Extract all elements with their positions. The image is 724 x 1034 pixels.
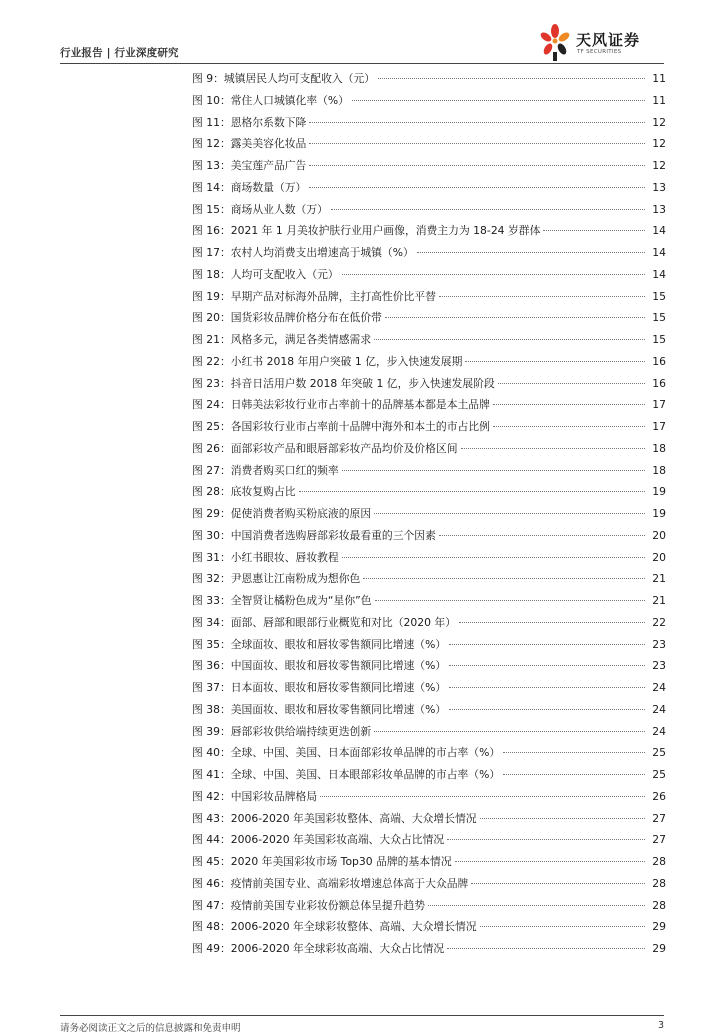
toc-leader-dots [342,557,645,558]
toc-entry-page: 12 [652,159,666,172]
toc-entry[interactable] [192,112,666,134]
toc-entry-title: 图 13：美宝莲产品广告 [192,159,307,172]
toc-entry-title: 图 39：唇部彩妆供给端持续更迭创新 [192,724,372,738]
toc-entry-page: 27 [652,833,666,847]
toc-entry[interactable] [192,242,666,264]
toc-leader-dots [449,665,645,666]
header-divider [60,63,664,64]
toc-entry-title: 图 36：中国面妆、眼妆和唇妆零售额同比增速（%） [192,659,447,673]
toc-leader-dots [342,470,645,471]
toc-entry-title: 图 31：小红书眼妆、唇妆教程 [192,550,339,564]
toc-entry-page: 18 [652,441,666,455]
logo-flower-icon [536,22,574,62]
toc-leader-dots [439,296,645,297]
toc-entry-page: 14 [652,246,666,259]
toc-entry[interactable] [192,286,666,308]
toc-entry[interactable] [192,699,666,721]
toc-entry-page: 17 [652,398,666,412]
toc-entry-page: 25 [652,746,666,760]
logo-name-en: TF SECURITIES [577,49,622,55]
toc-entry[interactable] [192,655,666,677]
toc-entry[interactable] [192,568,666,590]
toc-leader-dots [461,448,646,449]
toc-entry[interactable] [192,373,666,395]
toc-entry[interactable] [192,590,666,612]
toc-entry-title: 图 25：各国彩妆行业市占率前十品牌中海外和本土的市占比例 [192,420,490,433]
toc-entry[interactable] [192,916,666,938]
toc-entry-title: 图 28：底妆复购占比 [192,485,296,499]
toc-leader-dots [309,165,645,166]
toc-leader-dots [417,252,645,253]
toc-entry-title: 图 24：日韩美法彩妆行业市占率前十的品牌基本都是本土品牌 [192,398,490,412]
toc-leader-dots [449,687,645,688]
toc-entry[interactable] [192,351,666,373]
toc-leader-dots [493,426,645,427]
toc-entry-title: 图 27：消费者购买口红的频率 [192,463,339,477]
toc-entry-title: 图 48：2006-2020 年全球彩妆整体、高端、大众增长情况 [192,920,477,934]
toc-entry-title: 图 15：商场从业人数（万） [192,202,328,216]
toc-entry-title: 图 16：2021 年 1 月美妆护肤行业用户画像，消费主力为 18-24 岁群体 [192,224,541,238]
toc-entry[interactable] [192,786,666,808]
toc-leader-dots [309,143,645,144]
toc-entry-page: 16 [652,376,666,390]
toc-leader-dots [374,731,645,732]
toc-entry-page: 13 [652,202,666,216]
toc-leader-dots [331,209,645,210]
toc-leader-dots [363,578,645,579]
toc-entry-page: 20 [652,550,666,564]
toc-leader-dots [493,404,645,405]
toc-entry-page: 15 [652,289,666,303]
toc-entry-title: 图 41：全球、中国、美国、日本眼部彩妆单品牌的市占率（%） [192,768,501,781]
toc-entry[interactable] [192,525,666,547]
figure-index-list [192,68,666,960]
toc-entry-title: 图 21：风格多元，满足各类情感需求 [192,333,372,346]
footer-disclaimer: 请务必阅读正文之后的信息披露和免责申明 [60,1023,241,1034]
toc-entry[interactable] [192,721,666,743]
toc-entry-title: 图 47：疫情前美国专业彩妆份额总体呈提升趋势 [192,898,426,912]
toc-entry-page: 24 [652,681,666,694]
toc-leader-dots [471,883,645,884]
toc-entry[interactable] [192,90,666,112]
toc-entry-page: 22 [652,615,666,629]
toc-entry-title: 图 12：露美美容化妆品 [192,137,307,151]
toc-leader-dots [309,122,645,123]
toc-entry-title: 图 33：全智贤让橘粉色成为“星你”色 [192,594,372,607]
toc-entry[interactable] [192,873,666,895]
toc-entry-title: 图 9：城镇居民人均可支配收入（元） [192,72,376,85]
company-logo [536,22,666,62]
toc-entry-page: 14 [652,224,666,238]
toc-entry-page: 13 [652,180,666,194]
toc-entry-title: 图 42：中国彩妆品牌格局 [192,789,318,803]
logo-name-cn: 天风证券 [576,31,641,49]
toc-entry-page: 15 [652,311,666,325]
toc-entry[interactable] [192,416,666,438]
toc-entry-page: 19 [652,507,666,520]
toc-leader-dots [465,361,645,362]
toc-leader-dots [352,100,645,101]
toc-entry-page: 25 [652,768,666,781]
toc-entry[interactable] [192,68,666,90]
toc-entry-title: 图 18：人均可支配收入（元） [192,267,339,281]
toc-leader-dots [428,905,645,906]
toc-entry-page: 15 [652,333,666,346]
toc-entry[interactable] [192,677,666,699]
toc-leader-dots [374,339,645,340]
toc-leader-dots [299,491,645,492]
toc-entry-title: 图 23：抖音日活用户数 2018 年突破 1 亿，步入快速发展阶段 [192,376,495,390]
toc-entry[interactable] [192,394,666,416]
toc-entry-title: 图 17：农村人均消费支出增速高于城镇（%） [192,246,414,259]
footer-divider [60,1015,664,1016]
report-section-label: 行业报告 | 行业深度研究 [60,47,179,59]
toc-entry-title: 图 45：2020 年美国彩妆市场 Top30 品牌的基本情况 [192,855,452,868]
toc-entry-page: 21 [652,594,666,607]
toc-entry-page: 11 [652,72,666,85]
toc-leader-dots [447,839,645,840]
toc-entry[interactable] [192,155,666,177]
toc-entry-title: 图 26：面部彩妆产品和眼唇部彩妆产品均价及价格区间 [192,441,458,455]
toc-entry-title: 图 10：常住人口城镇化率（%） [192,93,349,107]
toc-entry-page: 16 [652,354,666,368]
toc-entry[interactable] [192,177,666,199]
toc-leader-dots [378,78,645,79]
toc-leader-dots [447,948,645,949]
toc-entry-title: 图 37：日本面妆、眼妆和唇妆零售额同比增速（%） [192,681,447,694]
toc-entry-title: 图 22：小红书 2018 年用户突破 1 亿，步入快速发展期 [192,354,463,368]
toc-entry[interactable] [192,481,666,503]
toc-entry[interactable] [192,808,666,830]
toc-entry-page: 24 [652,702,666,716]
toc-entry-page: 11 [652,93,666,107]
toc-entry[interactable] [192,764,666,786]
toc-leader-dots [320,796,645,797]
toc-leader-dots [459,622,645,623]
toc-entry[interactable] [192,612,666,634]
toc-entry[interactable] [192,460,666,482]
toc-entry[interactable] [192,829,666,851]
toc-leader-dots [342,274,645,275]
toc-entry-page: 27 [652,811,666,825]
toc-leader-dots [385,317,645,318]
toc-entry-title: 图 32：尹恩惠让江南粉成为想你色 [192,572,361,586]
toc-entry-title: 图 49：2006-2020 年全球彩妆高端、大众占比情况 [192,942,445,955]
toc-entry-title: 图 29：促使消费者购买粉底液的原因 [192,507,372,520]
toc-entry[interactable] [192,329,666,351]
toc-leader-dots [503,752,645,753]
toc-leader-dots [543,230,645,231]
toc-leader-dots [439,535,645,536]
toc-entry-title: 图 38：美国面妆、眼妆和唇妆零售额同比增速（%） [192,702,447,716]
toc-entry[interactable] [192,938,666,960]
toc-entry-page: 26 [652,789,666,803]
toc-entry[interactable] [192,547,666,569]
toc-leader-dots [375,600,645,601]
toc-entry-title: 图 44：2006-2020 年美国彩妆高端、大众占比情况 [192,833,445,847]
toc-leader-dots [480,818,645,819]
toc-entry[interactable] [192,264,666,286]
toc-leader-dots [309,187,645,188]
toc-entry-page: 28 [652,876,666,890]
toc-entry-title: 图 20：国货彩妆品牌价格分布在低价带 [192,311,382,325]
toc-entry-page: 28 [652,855,666,868]
toc-entry[interactable] [192,742,666,764]
toc-entry-page: 21 [652,572,666,586]
toc-entry[interactable] [192,851,666,873]
toc-entry[interactable] [192,199,666,221]
toc-entry[interactable] [192,220,666,242]
toc-entry-title: 图 40：全球、中国、美国、日本面部彩妆单品牌的市占率（%） [192,746,501,760]
toc-leader-dots [449,644,645,645]
toc-entry-page: 14 [652,267,666,281]
toc-entry-page: 23 [652,659,666,673]
toc-entry-page: 12 [652,137,666,151]
toc-leader-dots [503,774,645,775]
toc-leader-dots [498,383,645,384]
toc-entry-page: 12 [652,115,666,129]
toc-leader-dots [449,709,645,710]
toc-entry-page: 18 [652,463,666,477]
toc-entry-title: 图 35：全球面妆、眼妆和唇妆零售额同比增速（%） [192,637,447,651]
toc-entry-title: 图 34：面部、唇部和眼部行业概览和对比（2020 年） [192,615,457,629]
toc-entry[interactable] [192,307,666,329]
toc-entry-title: 图 43：2006-2020 年美国彩妆整体、高端、大众增长情况 [192,811,477,825]
toc-entry-page: 29 [652,920,666,934]
toc-entry-page: 17 [652,420,666,433]
toc-entry-title: 图 19：早期产品对标海外品牌，主打高性价比平替 [192,289,436,303]
toc-leader-dots [374,513,645,514]
toc-entry-page: 19 [652,485,666,499]
toc-leader-dots [480,926,645,927]
toc-leader-dots [455,861,645,862]
toc-entry[interactable] [192,438,666,460]
toc-entry-page: 24 [652,724,666,738]
toc-entry[interactable] [192,895,666,917]
page-number: 3 [657,1020,664,1031]
toc-entry-page: 28 [652,898,666,912]
toc-entry-title: 图 11：恩格尔系数下降 [192,115,307,129]
toc-entry-title: 图 46：疫情前美国专业、高端彩妆增速总体高于大众品牌 [192,876,469,890]
toc-entry-title: 图 14：商场数量（万） [192,180,307,194]
toc-entry-title: 图 30：中国消费者选购唇部彩妆最看重的三个因素 [192,528,436,542]
toc-entry[interactable] [192,634,666,656]
toc-entry[interactable] [192,503,666,525]
toc-entry[interactable] [192,133,666,155]
toc-entry-page: 23 [652,637,666,651]
toc-entry-page: 29 [652,942,666,955]
toc-entry-page: 20 [652,528,666,542]
